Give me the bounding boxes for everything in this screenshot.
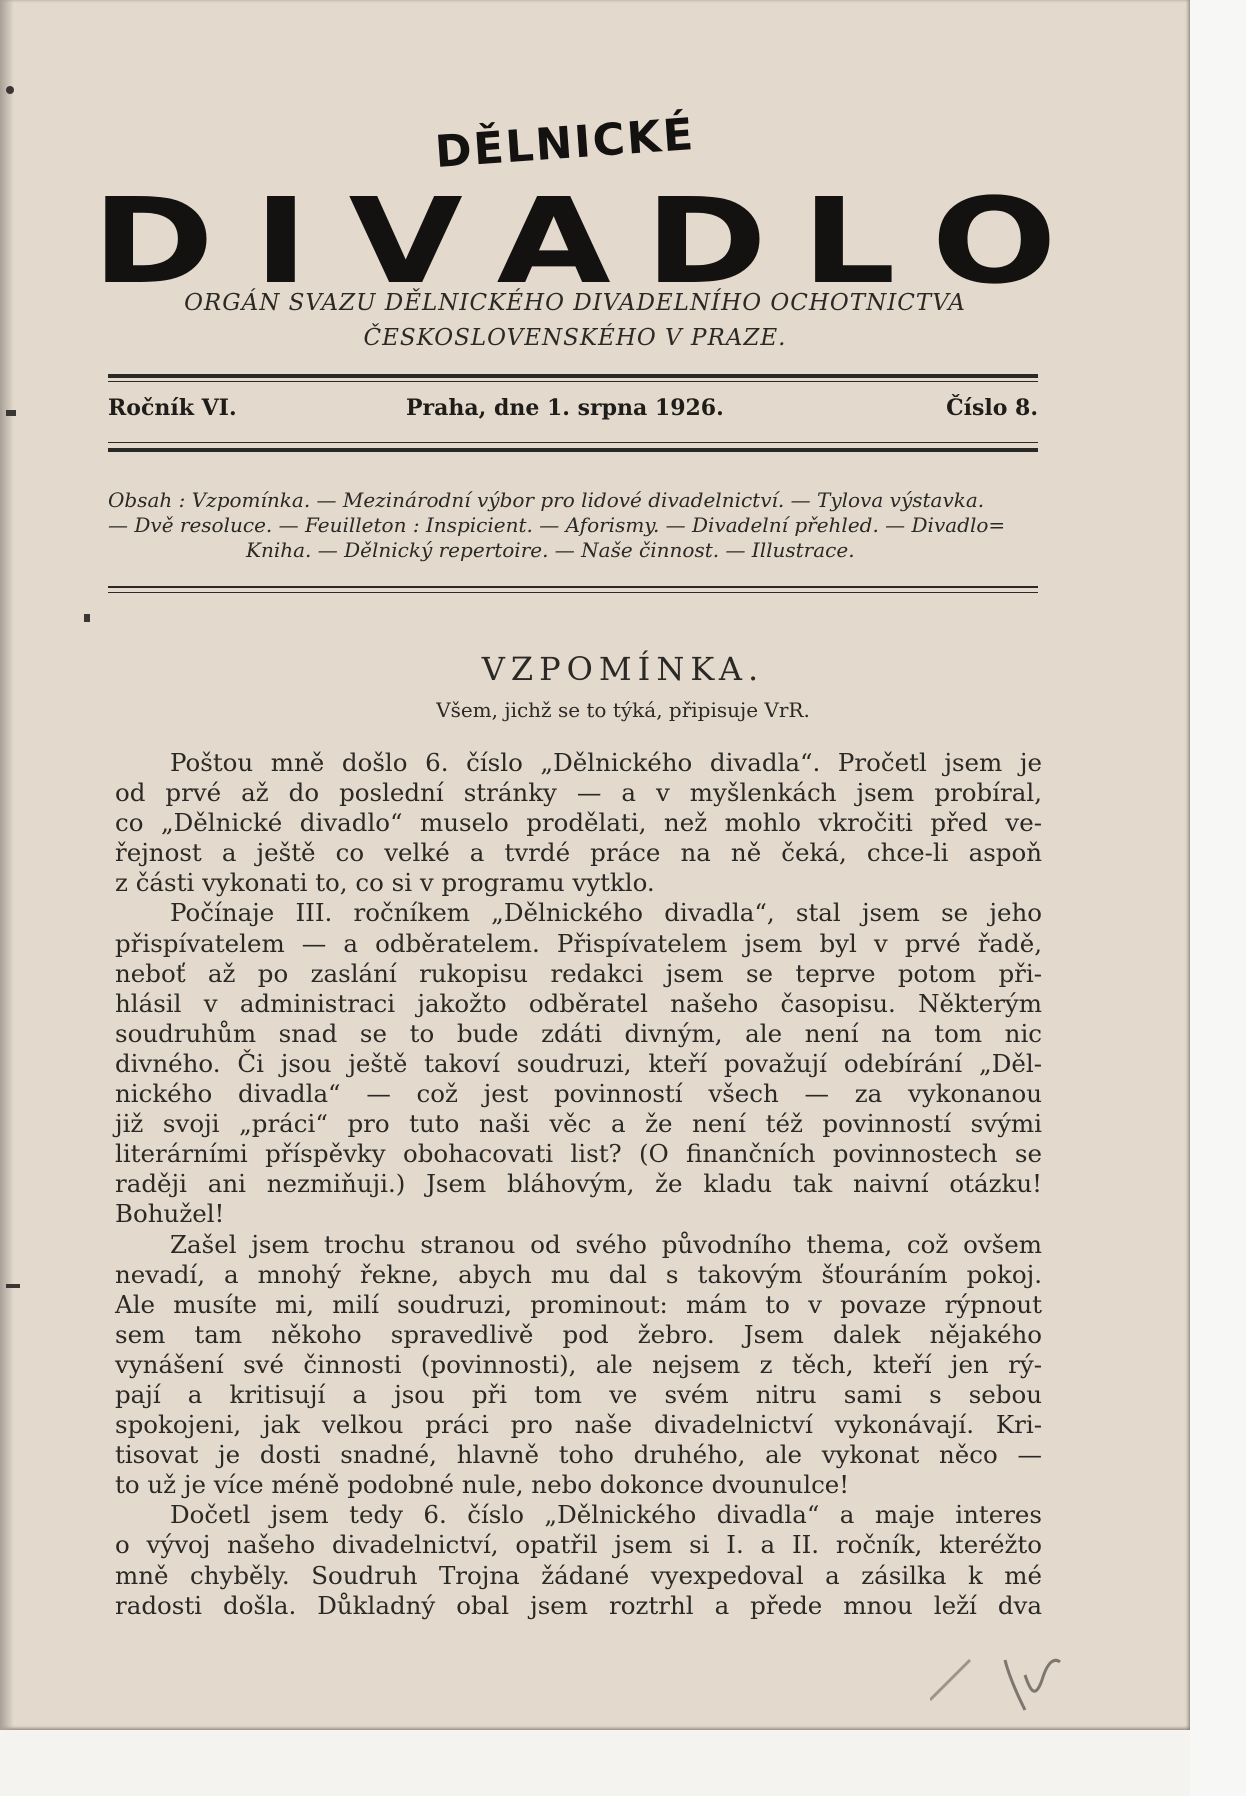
text-line: tisovat je dosti snadné, hlavně toho druhého, ale vykonat něco —: [115, 1440, 1042, 1470]
text-line: divného. Či jsou ještě takoví soudruzi, kteří považují odebírání „Děl-: [115, 1048, 1042, 1078]
masthead-top-word: DĚLNICKÉ: [433, 108, 697, 179]
masthead-letter: L: [802, 172, 897, 310]
text-line: radosti došla. Důkladný obal jsem roztrhl a přede mnou leží dva: [115, 1590, 1042, 1620]
text-line: o vývoj našeho divadelnictví, opatřil jsem si I. a II. ročník, kteréžto: [115, 1530, 1042, 1560]
divider: [108, 448, 1038, 452]
issue-info: [108, 395, 1038, 429]
masthead-letter: A: [496, 172, 611, 310]
text-line: Zašel jsem trochu stranou od svého původního thema, což ovšem: [170, 1229, 1042, 1259]
text-line: Bohužel!: [115, 1199, 225, 1229]
text-line: od prvé až do poslední stránky — a v myšlenkách jsem probíral,: [115, 778, 1042, 808]
divider: [108, 442, 1038, 443]
text-line: neboť až po zaslání rukopisu redakci jsem se teprve potom při-: [115, 958, 1042, 988]
issue-date: Praha, dne 1. srpna 1926.: [406, 395, 724, 421]
text-line: co „Dělnické divadlo“ muselo prodělati, než mohlo vkročiti před ve-: [115, 808, 1042, 838]
text-line: již svoji „práci“ pro tuto naši věc a že není též povinností svými: [115, 1109, 1042, 1139]
subtitle-line: ORGÁN SVAZU DĚLNICKÉHO DIVADELNÍHO OCHOTNICTVA: [184, 290, 966, 316]
contents-line: Obsah : Vzpomínka. — Mezinárodní výbor pro lidové divadelnictví. — Tylova výstavka.: [108, 488, 985, 512]
article-body: [115, 748, 1042, 1621]
edge-mark: [6, 86, 14, 94]
edge-mark: [6, 410, 16, 416]
divider: [108, 374, 1038, 378]
masthead-letter: I: [253, 172, 309, 310]
divider: [108, 586, 1038, 588]
masthead-letter: V: [348, 172, 463, 310]
text-line: nevadí, a mnohý řekne, abych mu dal s takovým šťouráním pokoj.: [115, 1259, 1042, 1289]
text-line: soudruhům snad se to bude zdáti divným, ale není na tom nic: [115, 1018, 1042, 1048]
text-line: Dočetl jsem tedy 6. číslo „Dělnického divadla“ a maje interes: [170, 1500, 1042, 1530]
volume-label: Ročník VI.: [108, 395, 237, 421]
text-line: pají a kritisují a jsou při tom ve svém nitru sami s sebou: [115, 1379, 1042, 1409]
page-binding-shadow: [0, 0, 14, 1730]
contents-line: Kniha. — Dělnický repertoire. — Naše činnost. — Illustrace.: [246, 538, 855, 562]
masthead-letter: O: [931, 172, 1057, 310]
text-line: spokojeni, jak velkou práci pro naše divadelnictví vykonávají. Kri-: [115, 1410, 1042, 1440]
scan-background: [1190, 0, 1246, 1796]
text-line: sem tam někoho spravedlivě pod žebro. Jsem dalek nějakého: [115, 1319, 1042, 1349]
subtitle-line: ČESKOSLOVENSKÉHO V PRAZE.: [363, 325, 787, 351]
issue-number: Číslo 8.: [946, 395, 1038, 421]
text-line: nického divadla“ — což jest povinností všech — za vykonanou: [115, 1079, 1042, 1109]
text-line: Ale musíte mi, milí soudruzi, prominout: mám to v povaze rýpnout: [115, 1289, 1042, 1319]
divider: [108, 592, 1038, 593]
text-line: řejnost a ještě co velké a tvrdé práce na ně čeká, chce-li aspoň: [115, 838, 1042, 868]
text-line: literárními příspěvky obohacovati list? (O finančních povinnostech se: [115, 1139, 1042, 1169]
masthead-letter: D: [644, 172, 767, 310]
article-dedication: Všem, jichž se to týká, připisuje VrR.: [436, 698, 810, 722]
masthead-letter: D: [91, 172, 215, 310]
text-line: mně chyběly. Soudruh Trojna žádané vyexpedoval a zásilka k mé: [115, 1560, 1042, 1590]
table-of-contents: [108, 488, 1043, 563]
text-line: to už je více méně podobné nule, nebo dokonce dvounulce!: [115, 1470, 850, 1500]
article-title: VZPOMÍNKA.: [481, 650, 765, 688]
text-line: z části vykonati to, co si v programu vytklo.: [115, 868, 655, 898]
text-line: hlásil v administraci jakožto odběratel našeho časopisu. Některým: [115, 988, 1042, 1018]
pencil-scribble: [930, 1640, 1070, 1720]
text-line: vynášení své činnosti (povinnosti), ale nejsem z těch, kteří jen rý-: [115, 1349, 1042, 1379]
text-line: Poštou mně došlo 6. číslo „Dělnického divadla“. Pročetl jsem je: [170, 748, 1042, 777]
edge-mark: [6, 1284, 20, 1288]
divider: [108, 381, 1038, 382]
text-line: Počínaje III. ročníkem „Dělnického divadla“, stal jsem se jeho: [170, 898, 1042, 928]
contents-line: — Dvě resoluce. — Feuilleton : Inspicient. — Aforismy. — Divadelní přehled. — Divadlo=: [108, 513, 1006, 537]
text-line: raději ani nezmiňuji.) Jsem bláhovým, že kladu tak naivní otázku!: [115, 1169, 1042, 1199]
edge-mark: [84, 614, 90, 622]
text-line: přispívatelem — a odběratelem. Přispívatelem jsem byl v prvé řadě,: [115, 928, 1042, 958]
